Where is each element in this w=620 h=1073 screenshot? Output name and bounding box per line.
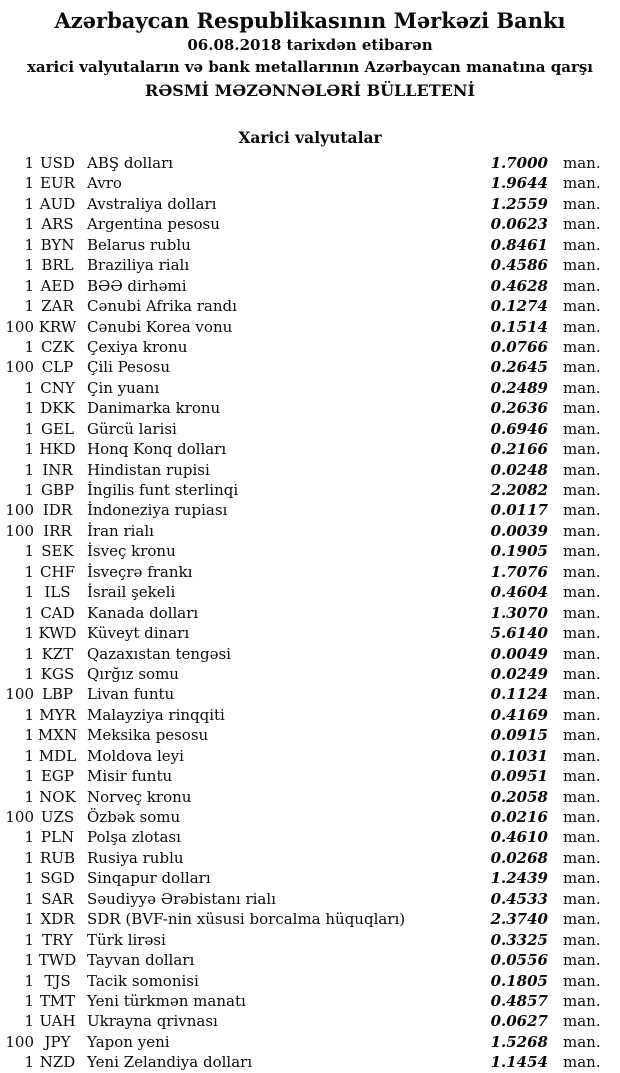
quantity-cell: 1 [24, 337, 34, 356]
currency-name-cell: Kanada dolları [87, 603, 199, 622]
table-row [0, 582, 620, 602]
currency-code-cell: ILS [44, 583, 71, 602]
rate-value-cell: 0.4533 [490, 889, 548, 908]
table-row [0, 439, 620, 459]
currency-name-cell: Türk lirəsi [87, 930, 166, 949]
currency-code-cell: TJS [44, 971, 71, 990]
quantity-cell: 1 [24, 276, 34, 295]
table-row [0, 296, 620, 316]
table-row [0, 480, 620, 500]
table-row [0, 173, 620, 193]
currency-name-cell: İngilis funt sterlinqi [87, 481, 239, 499]
unit-cell: man. [563, 726, 601, 745]
currency-name-cell: Avro [87, 174, 122, 193]
unit-cell: man. [563, 583, 601, 602]
quantity-cell: 100 [5, 521, 34, 540]
unit-cell: man. [563, 848, 601, 867]
quantity-cell: 1 [24, 154, 34, 172]
table-row [0, 623, 620, 643]
rate-value-cell: 0.0268 [490, 848, 548, 867]
currency-name-cell: Yapon yeni [87, 1032, 170, 1051]
unit-cell: man. [563, 337, 601, 356]
rate-value-cell: 0.2645 [490, 358, 548, 377]
bank-name-title: Azərbaycan Respublikasının Mərkəzi Bankı [54, 8, 566, 33]
rate-value-cell: 0.0216 [490, 808, 548, 826]
unit-cell: man. [563, 746, 601, 765]
table-row [0, 419, 620, 439]
currency-name-cell: Qazaxıstan tengəsi [87, 644, 231, 663]
unit-cell: man. [563, 215, 601, 234]
currency-name-cell: Tayvan dolları [87, 951, 195, 970]
currency-code-cell: SAR [41, 889, 74, 908]
table-row [0, 541, 620, 561]
table-row [0, 889, 620, 909]
currency-code-cell: TRY [42, 930, 73, 949]
rate-value-cell: 1.1454 [490, 1053, 548, 1072]
quantity-cell: 1 [24, 930, 34, 949]
rate-value-cell: 0.4586 [490, 256, 548, 275]
table-row [0, 276, 620, 296]
table-row [0, 255, 620, 275]
table-row [0, 868, 620, 888]
rate-value-cell: 0.4169 [490, 705, 548, 724]
unit-cell: man. [563, 481, 601, 499]
currency-code-cell: ARS [41, 215, 74, 234]
unit-cell: man. [563, 808, 601, 826]
quantity-cell: 1 [24, 174, 34, 193]
currency-name-cell: İsrail şekeli [87, 583, 176, 602]
unit-cell: man. [563, 869, 601, 888]
table-row [0, 705, 620, 725]
currency-name-cell: Moldova leyi [87, 746, 184, 765]
unit-cell: man. [563, 542, 601, 561]
currency-name-cell: Misir funtu [87, 767, 173, 786]
currency-name-cell: SDR (BVF-nin xüsusi borcalma hüquqları) [87, 910, 406, 929]
quantity-cell: 1 [24, 624, 34, 643]
table-row [0, 214, 620, 234]
rate-value-cell: 1.7000 [490, 154, 548, 172]
rate-value-cell: 0.0249 [490, 664, 548, 683]
table-row [0, 337, 620, 357]
table-row [0, 644, 620, 664]
currency-code-cell: CHF [40, 562, 75, 581]
rate-value-cell: 0.1905 [490, 542, 548, 561]
table-row [0, 766, 620, 786]
quantity-cell: 1 [24, 460, 34, 479]
quantity-cell: 1 [24, 951, 34, 970]
rate-value-cell: 0.4857 [490, 991, 548, 1010]
unit-cell: man. [563, 378, 601, 397]
table-row [0, 317, 620, 337]
table-row [0, 562, 620, 582]
currency-code-cell: INR [42, 460, 73, 479]
currency-code-cell: JPY [44, 1032, 71, 1051]
unit-cell: man. [563, 521, 601, 540]
unit-cell: man. [563, 644, 601, 663]
unit-cell: man. [563, 787, 601, 806]
currency-code-cell: CNY [40, 378, 75, 397]
rate-value-cell: 0.1514 [490, 317, 548, 336]
currency-name-cell: Avstraliya dolları [87, 194, 217, 213]
exchange-rates-table [0, 153, 620, 1073]
currency-code-cell: XDR [40, 910, 75, 929]
rate-value-cell: 0.8461 [490, 235, 548, 254]
quantity-cell: 1 [24, 583, 34, 602]
rate-value-cell: 0.0049 [490, 644, 548, 663]
quantity-cell: 1 [24, 869, 34, 888]
rate-value-cell: 0.2636 [490, 399, 548, 418]
document-header [0, 0, 620, 99]
currency-code-cell: TWD [38, 951, 77, 970]
rate-value-cell: 0.0039 [490, 521, 548, 540]
quantity-cell: 1 [24, 603, 34, 622]
unit-cell: man. [563, 951, 601, 970]
currency-name-cell: Polşa zlotası [87, 828, 181, 847]
currency-name-cell: ABŞ dolları [87, 154, 174, 172]
currency-code-cell: DKK [40, 399, 75, 418]
quantity-cell: 1 [24, 644, 34, 663]
currency-name-cell: Hindistan rupisi [87, 460, 210, 479]
unit-cell: man. [563, 562, 601, 581]
currency-code-cell: ZAR [41, 297, 74, 316]
table-row [0, 950, 620, 970]
table-row [0, 357, 620, 377]
unit-cell: man. [563, 624, 601, 643]
unit-cell: man. [563, 501, 601, 520]
unit-cell: man. [563, 685, 601, 704]
rate-value-cell: 1.3070 [490, 603, 548, 622]
currency-code-cell: IRR [43, 521, 72, 540]
unit-cell: man. [563, 767, 601, 786]
quantity-cell: 1 [24, 991, 34, 1010]
table-row [0, 930, 620, 950]
unit-cell: man. [563, 930, 601, 949]
table-row [0, 909, 620, 929]
unit-cell: man. [563, 154, 601, 172]
quantity-cell: 1 [24, 194, 34, 213]
unit-cell: man. [563, 235, 601, 254]
unit-cell: man. [563, 991, 601, 1010]
currency-name-cell: İsveç kronu [87, 542, 176, 561]
currency-code-cell: UAH [39, 1012, 76, 1031]
quantity-cell: 1 [24, 297, 34, 316]
rate-value-cell: 0.0951 [490, 767, 548, 786]
quantity-cell: 1 [24, 542, 34, 561]
rate-value-cell: 0.0556 [490, 951, 548, 970]
table-row [0, 153, 620, 173]
quantity-cell: 1 [24, 1012, 34, 1031]
section-title-foreign-currencies: Xarici valyutalar [238, 128, 382, 147]
rate-value-cell: 1.9644 [490, 174, 548, 193]
currency-code-cell: MDL [38, 746, 77, 765]
unit-cell: man. [563, 174, 601, 193]
rate-value-cell: 2.2082 [490, 481, 548, 499]
unit-cell: man. [563, 1053, 601, 1072]
quantity-cell: 100 [5, 685, 34, 704]
rate-value-cell: 1.2559 [490, 194, 548, 213]
quantity-cell: 1 [24, 746, 34, 765]
currency-code-cell: KZT [41, 644, 74, 663]
rate-value-cell: 1.7076 [490, 562, 548, 581]
currency-name-cell: Qırğız somu [87, 664, 179, 683]
quantity-cell: 1 [24, 378, 34, 397]
currency-name-cell: Çili Pesosu [87, 358, 171, 377]
unit-cell: man. [563, 828, 601, 847]
rate-value-cell: 0.0248 [490, 460, 548, 479]
unit-cell: man. [563, 664, 601, 683]
table-row [0, 235, 620, 255]
quantity-cell: 1 [24, 235, 34, 254]
rate-value-cell: 2.3740 [490, 910, 548, 929]
table-row [0, 500, 620, 520]
rate-value-cell: 0.4628 [490, 276, 548, 295]
currency-code-cell: BYN [40, 235, 75, 254]
quantity-cell: 1 [24, 399, 34, 418]
currency-code-cell: BRL [41, 256, 74, 275]
currency-name-cell: Yeni türkmən manatı [87, 991, 246, 1010]
unit-cell: man. [563, 1012, 601, 1031]
table-row [0, 1032, 620, 1052]
quantity-cell: 1 [24, 1053, 34, 1072]
quantity-cell: 1 [24, 828, 34, 847]
table-row [0, 725, 620, 745]
rate-value-cell: 0.2166 [490, 440, 548, 459]
rate-value-cell: 0.2489 [490, 378, 548, 397]
rate-value-cell: 0.1124 [490, 685, 548, 704]
currency-code-cell: GBP [40, 481, 75, 499]
currency-name-cell: Sinqapur dolları [87, 869, 211, 888]
unit-cell: man. [563, 440, 601, 459]
table-row [0, 521, 620, 541]
rate-value-cell: 1.5268 [490, 1032, 548, 1051]
currency-name-cell: Yeni Zelandiya dolları [87, 1053, 253, 1072]
currency-name-cell: Meksika pesosu [87, 726, 209, 745]
quantity-cell: 1 [24, 256, 34, 275]
quantity-cell: 100 [5, 317, 34, 336]
currency-name-cell: Rusiya rublu [87, 848, 184, 867]
currency-code-cell: USD [40, 154, 75, 172]
quantity-cell: 1 [24, 440, 34, 459]
currency-name-cell: Ukrayna qrivnası [87, 1012, 218, 1031]
currency-code-cell: TMT [39, 991, 76, 1010]
table-row [0, 603, 620, 623]
unit-cell: man. [563, 419, 601, 438]
currency-code-cell: IDR [42, 501, 73, 520]
currency-name-cell: Çin yuanı [87, 378, 160, 397]
currency-code-cell: LBP [41, 685, 74, 704]
unit-cell: man. [563, 297, 601, 316]
currency-code-cell: HKD [39, 440, 76, 459]
quantity-cell: 1 [24, 767, 34, 786]
currency-code-cell: SEK [41, 542, 74, 561]
unit-cell: man. [563, 910, 601, 929]
unit-cell: man. [563, 358, 601, 377]
quantity-cell: 100 [5, 808, 34, 826]
currency-name-cell: Livan funtu [87, 685, 175, 704]
quantity-cell: 1 [24, 215, 34, 234]
currency-name-cell: BƏƏ dirhəmi [87, 276, 187, 295]
currency-name-cell: Gürcü larisi [87, 419, 177, 438]
rate-value-cell: 1.2439 [490, 869, 548, 888]
rate-value-cell: 0.4610 [490, 828, 548, 847]
currency-name-cell: Cənubi Korea vonu [87, 317, 233, 336]
currency-code-cell: MYR [39, 705, 76, 724]
currency-name-cell: Braziliya rialı [87, 256, 190, 275]
currency-code-cell: EGP [40, 767, 75, 786]
unit-cell: man. [563, 194, 601, 213]
table-row [0, 746, 620, 766]
currency-code-cell: CLP [41, 358, 74, 377]
currency-name-cell: Belarus rublu [87, 235, 191, 254]
currency-code-cell: GEL [41, 419, 74, 438]
table-row [0, 194, 620, 214]
rate-value-cell: 0.0766 [490, 337, 548, 356]
rate-value-cell: 0.6946 [490, 419, 548, 438]
currency-code-cell: RUB [40, 848, 75, 867]
table-row [0, 378, 620, 398]
currency-name-cell: İran rialı [87, 521, 154, 540]
table-row [0, 787, 620, 807]
quantity-cell: 1 [24, 419, 34, 438]
currency-name-cell: Səudiyyə Ərəbistanı rialı [87, 889, 276, 908]
unit-cell: man. [563, 317, 601, 336]
unit-cell: man. [563, 705, 601, 724]
table-row [0, 460, 620, 480]
currency-code-cell: EUR [40, 174, 75, 193]
subject-line: xarici valyutaların və bank metallarının Azərbaycan manatına qarşı [26, 58, 594, 76]
currency-code-cell: KWD [38, 624, 77, 643]
currency-name-cell: İsveçrə frankı [87, 562, 193, 581]
table-row [0, 664, 620, 684]
unit-cell: man. [563, 889, 601, 908]
quantity-cell: 1 [24, 971, 34, 990]
currency-code-cell: CZK [40, 337, 75, 356]
quantity-cell: 1 [24, 705, 34, 724]
quantity-cell: 1 [24, 848, 34, 867]
table-row [0, 1011, 620, 1031]
table-row [0, 971, 620, 991]
unit-cell: man. [563, 276, 601, 295]
unit-cell: man. [563, 256, 601, 275]
table-row [0, 684, 620, 704]
currency-name-cell: Danimarka kronu [87, 399, 221, 418]
table-row [0, 991, 620, 1011]
currency-code-cell: KRW [38, 317, 77, 336]
quantity-cell: 1 [24, 664, 34, 683]
currency-code-cell: KGS [40, 664, 75, 683]
rate-value-cell: 0.0623 [490, 215, 548, 234]
currency-name-cell: Honq Konq dolları [87, 440, 227, 459]
quantity-cell: 1 [24, 787, 34, 806]
rate-value-cell: 0.0627 [490, 1012, 548, 1031]
quantity-cell: 100 [5, 358, 34, 377]
table-row [0, 848, 620, 868]
currency-name-cell: Özbək somu [87, 808, 181, 826]
quantity-cell: 1 [24, 562, 34, 581]
currency-name-cell: Küveyt dinarı [87, 624, 190, 643]
currency-code-cell: CAD [40, 603, 75, 622]
currency-code-cell: UZS [40, 808, 75, 826]
currency-code-cell: MXN [37, 726, 78, 745]
table-row [0, 827, 620, 847]
currency-name-cell: İndoneziya rupiası [87, 501, 228, 520]
rate-value-cell: 0.2058 [490, 787, 548, 806]
currency-name-cell: Tacik somonisi [87, 971, 199, 990]
quantity-cell: 100 [5, 1032, 34, 1051]
table-row [0, 398, 620, 418]
unit-cell: man. [563, 603, 601, 622]
rate-value-cell: 0.1274 [490, 297, 548, 316]
currency-code-cell: AUD [39, 194, 76, 213]
unit-cell: man. [563, 399, 601, 418]
currency-code-cell: AED [40, 276, 75, 295]
quantity-cell: 1 [24, 481, 34, 499]
quantity-cell: 1 [24, 726, 34, 745]
bulletin-title: RƏSMİ MƏZƏNNƏLƏRİ BÜLLETENİ [145, 81, 475, 100]
currency-name-cell: Malayziya rinqqiti [87, 705, 225, 724]
rate-value-cell: 0.1031 [490, 746, 548, 765]
currency-name-cell: Çexiya kronu [87, 337, 188, 356]
currency-name-cell: Norveç kronu [87, 787, 192, 806]
rate-value-cell: 0.0117 [490, 501, 548, 520]
table-row [0, 807, 620, 827]
rate-value-cell: 0.4604 [490, 583, 548, 602]
unit-cell: man. [563, 1032, 601, 1051]
rate-value-cell: 0.3325 [490, 930, 548, 949]
currency-name-cell: Cənubi Afrika randı [87, 297, 237, 316]
rate-value-cell: 0.1805 [490, 971, 548, 990]
currency-code-cell: PLN [40, 828, 75, 847]
table-row [0, 1052, 620, 1072]
quantity-cell: 100 [5, 501, 34, 520]
rate-value-cell: 0.0915 [490, 726, 548, 745]
currency-code-cell: SGD [40, 869, 75, 888]
unit-cell: man. [563, 460, 601, 479]
quantity-cell: 1 [24, 889, 34, 908]
quantity-cell: 1 [24, 910, 34, 929]
unit-cell: man. [563, 971, 601, 990]
currency-code-cell: NOK [39, 787, 76, 806]
rate-value-cell: 5.6140 [490, 624, 548, 643]
currency-code-cell: NZD [39, 1053, 76, 1072]
currency-name-cell: Argentina pesosu [87, 215, 220, 234]
effective-date-line: 06.08.2018 tarixdən etibarən [187, 36, 433, 54]
